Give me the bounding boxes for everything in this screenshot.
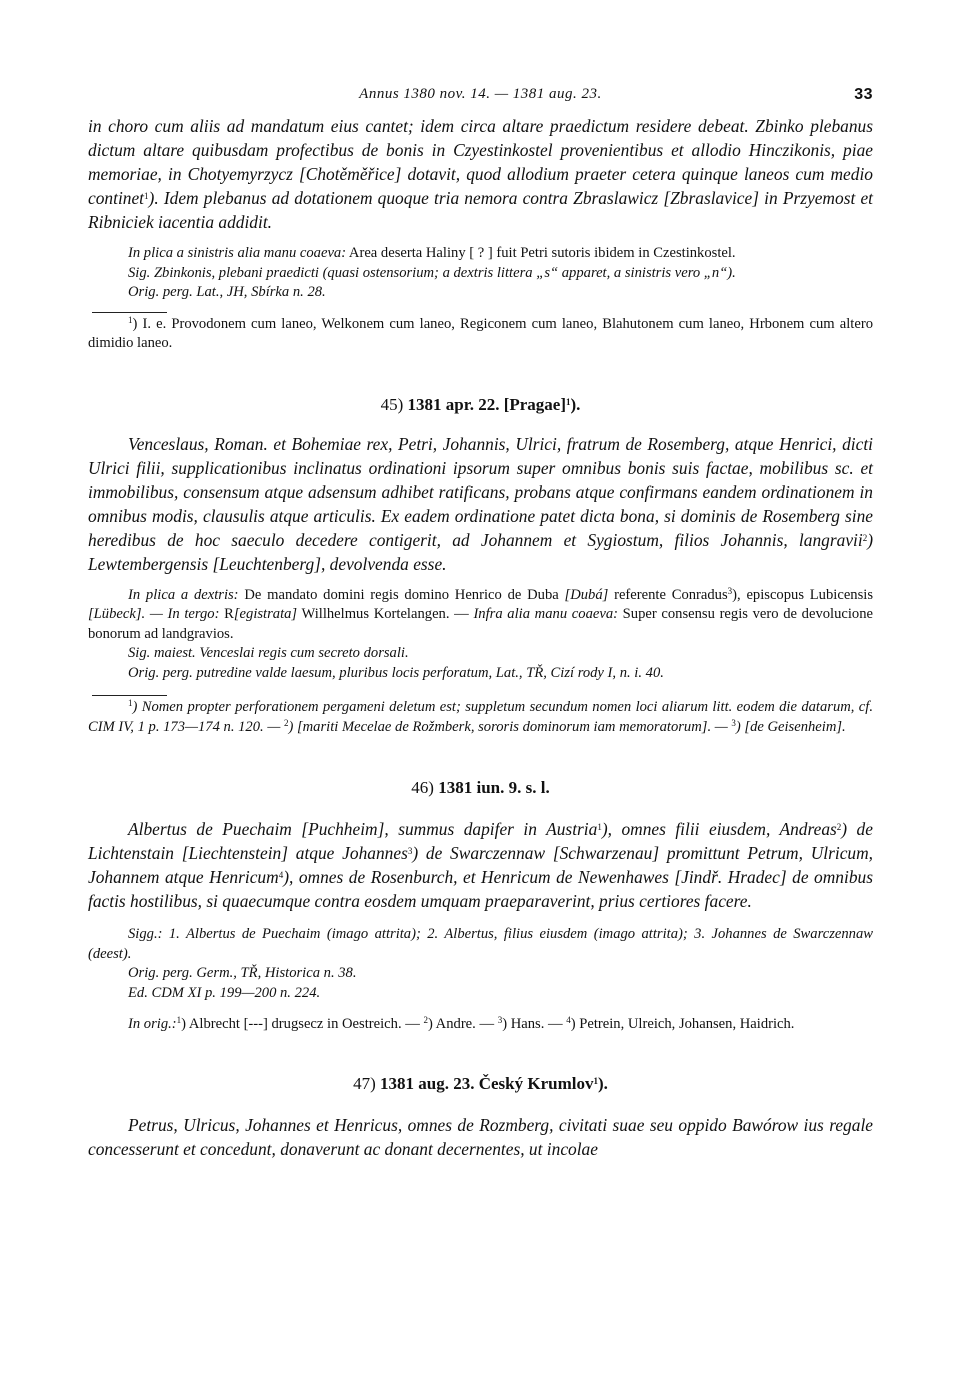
original-note: Orig. perg. Lat., JH, Sbírka n. 28. [128,284,326,300]
document-45-original-note: Orig. perg. putredine valde laesum, pluribus locis perforatum, Lat., TŘ, Cizí rody I, n. i. 40. [128,664,664,681]
footnote-rule [92,695,167,696]
plica-note: In plica a sinistris alia manu coaeva: Area deserta Haliny [ ? ] fuit Petri sutoris ibidem in Czestinkostel. [128,245,736,261]
document-45-body: Venceslaus, Roman. et Bohemiae rex, Petri, Johannis, Ulrici, fratrum de Rosemberg, atque Henrici, dicti Ulrici filii, supplicationibus inclinatus ordinationi ipsorum super omnibus bonis suis factae, mobilibus sc. et immobilibus, consensum atque adsensum adhibet ratificans, probans atque confirmans eandem ordinationem in omnibus modis, clausulis atque articulis. Ex eadem ordinatione patet dicta bona, si dominis de Rosemberg sine heredibus de hoc saeculo decedere contigerit, ad Johannem et Sygiostum, filios Johannis, langravii$^2$) Lewtembergensis [Leuchtenberg], devolvenda esse. [88,433,873,574]
document-46-body: Albertus de Puechaim [Puchheim], summus dapifer in Austria$^1$), omnes filii eiusdem, Andreas$^2$) de Lichtenstain [Liechtenstein] atque Johannes$^3$) de Swarczennaw [Schwarzenau] promittunt Petrum, Ulricum, Johannem atque Henricum$^4$), omnes de Rosenburch, et Henricum de Newenhawes [Jindř. Hradec] de omnibus factis hostilibus, si quaecumque contra eosdem umquam praeparaverint, prius certiores facere. [88,819,874,911]
footnote-rule [92,312,167,313]
document-45-plica-note: In plica a dextris: De mandato domini regis domino Henrico de Duba [Dubá] referente Conradus$^3$), episcopus Lubicensis [Lübeck]. — In tergo: R[egistrata] Willhelmus Kortelangen. — Infra alia manu coaeva: Super consensu regis vero de devolucione bonorum ad landgravios. [88,585,874,642]
document-47-title: 47) 1381 aug. 23. Český Krumlov$^1$). [353,1073,608,1093]
document-46-seals-note: Sigg.: 1. Albertus de Puechaim (imago attrita); 2. Albertus, filius eiusdem (imago attrita); 3. Johannes de Swarczennaw (deest). [88,926,873,962]
footnote: $^1$) I. e. Provodonem cum laneo, Welkonem cum laneo, Regiconem cum laneo, Blahutonem cum laneo, Hrbonem cum altero dimidio laneo. [88,314,873,351]
document-45-title: 45) 1381 apr. 22. [Pragae]$^1$). [380,394,581,414]
document-page [88,86,873,1161]
running-header [88,86,873,112]
document-45-seal-note: Sig. maiest. Venceslai regis cum secreto dorsali. [128,645,409,661]
seal-note: Sig. Zbinkonis, plebani praedicti (quasi ostensorium; a dextris littera „s“ apparet, a sinistris vero „n“). [128,264,736,281]
document-46-title: 46) 1381 iun. 9. s. l. [411,778,550,797]
previous-document-text: in choro cum aliis ad mandatum eius cantet; idem circa altare praedictum residere debeat. Zbinko plebanus dictum altare quibusdam profectibus de bonis in Czyestinkostel provenientibus et allodio Hinczikonis, piae memoriae, in Chotyemyrzycz [Chotěměřice] dotavit, quod allodium praeter cetera quinque laneos cum medio continet$^1$). Idem plebanus ad dotationem quoque tria nemora contra Zbraslawicz [Zbraslavice] in Przyemost et Ribniciek iacentia addidit. [88,116,873,232]
document-46-edition-note: Ed. CDM XI p. 199—200 n. 224. [128,984,321,1001]
document-46-original-note: Orig. perg. Germ., TŘ, Historica n. 38. [128,965,357,981]
document-46-original-readings: In orig.:$^1$) Albrecht [---] drugsecz in Oestreich. — $^2$) Andre. — $^3$) Hans. — $^4$) Petrein, Ulreich, Johansen, Haidrich. [128,1015,795,1032]
page-number: 33 [854,86,873,103]
document-47-body: Petrus, Ulricus, Johannes et Henricus, omnes de Rozmberg, civitati suae seu oppido Bawórow ius regale concesserunt et concedunt, donaverunt ac donant decernentes, ut incolae [88,1114,873,1159]
document-45-footnotes: $^1$) Nomen propter perforationem pergameni deletum est; suppletum secundum nomen loci aliarum litt. eodem die datarum, cf. CIM IV, 1 p. 173—174 n. 120. — $^2$) [mariti Mecelae de Rožmberk, sororis dominorum iam memoratorum]. — $^3$) [de Geisenheim]. [88,698,873,735]
running-title: Annus 1380 nov. 14. — 1381 aug. 23. [359,86,602,102]
